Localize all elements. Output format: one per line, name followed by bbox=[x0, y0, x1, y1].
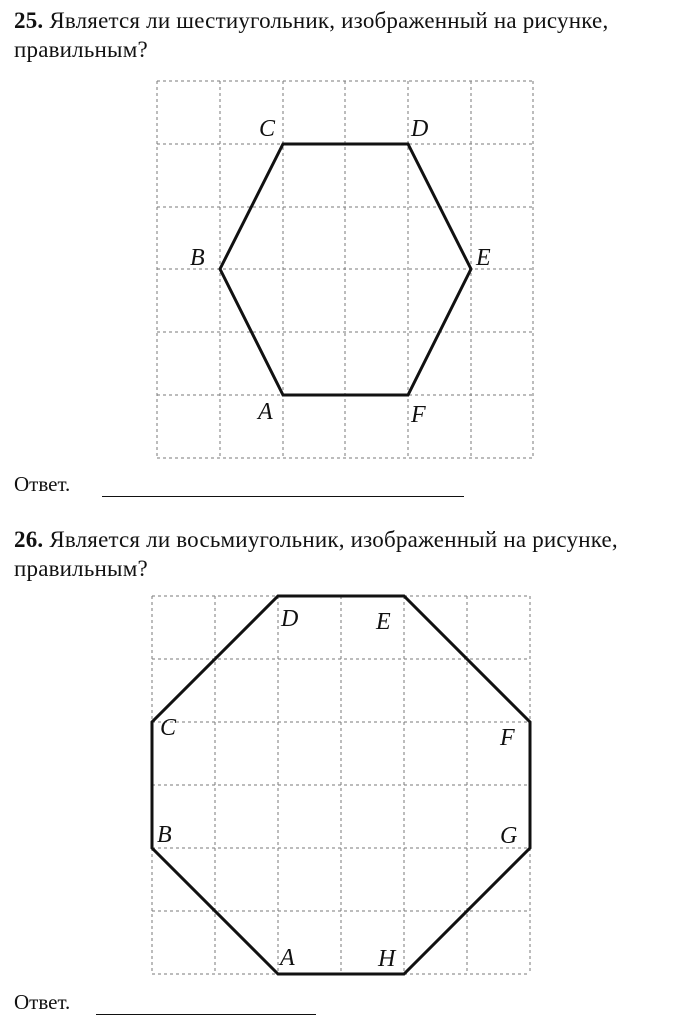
problem-26-question: Является ли восьмиугольник, изображенный на рисунке, правильным? bbox=[14, 527, 618, 581]
octagon-grid bbox=[152, 596, 530, 974]
hexagon-vertex-b: B bbox=[190, 245, 205, 271]
problem-25-answer bbox=[14, 472, 70, 497]
octagon-vertex-g: G bbox=[500, 823, 518, 849]
octagon-vertex-d: D bbox=[281, 606, 299, 632]
octagon-vertex-b: B bbox=[157, 822, 172, 848]
problem-25-answer-label: Ответ. bbox=[14, 472, 71, 496]
hexagon-vertex-d: D bbox=[411, 116, 429, 142]
octagon-vertex-a: A bbox=[280, 945, 295, 971]
problem-26-answer-line[interactable] bbox=[96, 1014, 316, 1015]
hexagon-vertex-c: C bbox=[259, 116, 276, 142]
octagon-vertex-h: H bbox=[378, 946, 396, 972]
problem-25-number: 25. bbox=[14, 8, 44, 33]
octagon-vertex-f: F bbox=[500, 725, 515, 751]
problem-25-answer-line[interactable] bbox=[102, 496, 464, 497]
problem-26-answer-label: Ответ. bbox=[14, 990, 71, 1014]
problem-26-text bbox=[14, 525, 676, 583]
problem-25-question: Является ли шестиугольник, изображенный на рисунке, правильным? bbox=[14, 8, 609, 62]
octagon-vertex-e: E bbox=[376, 609, 391, 635]
octagon-vertex-c: C bbox=[160, 715, 177, 741]
hexagon-vertex-e: E bbox=[476, 245, 491, 271]
problem-26-number: 26. bbox=[14, 527, 44, 552]
problem-26-answer bbox=[14, 990, 70, 1015]
hexagon-vertex-a: A bbox=[258, 399, 273, 425]
hexagon-vertex-f: F bbox=[411, 402, 426, 428]
